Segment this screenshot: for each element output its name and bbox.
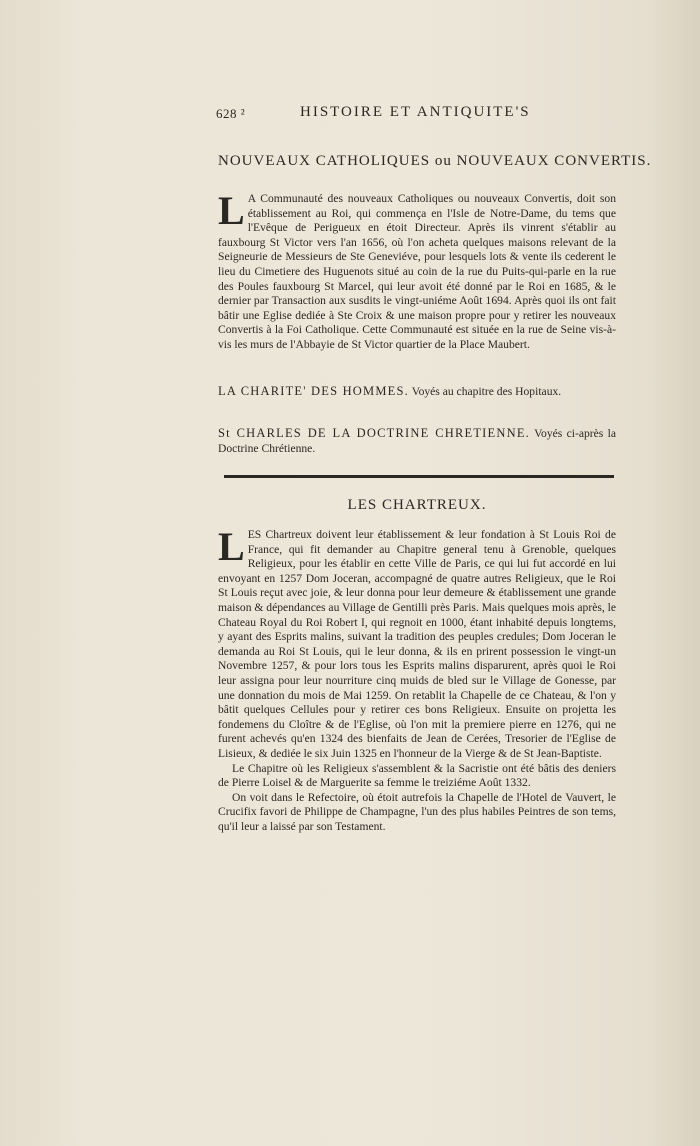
section-chartreux: [218, 497, 616, 834]
entry-text: [218, 384, 616, 400]
separator-rule: [224, 475, 614, 478]
section-paragraph: [218, 524, 617, 762]
section-body: [218, 188, 616, 353]
entry-st-charles: [218, 426, 616, 456]
entry-heading: LA CHARITE' DES HOMMES.: [218, 384, 409, 398]
entry-text: [218, 426, 616, 456]
drop-cap: L: [218, 524, 245, 569]
page-header: [216, 104, 616, 124]
section-title: NOUVEAUX CATHOLIQUES ou NOUVEAUX CONVERTIS.: [218, 153, 652, 169]
section-paragraph: Le Chapitre où les Religieux s'assemblent & la Sacristie ont été bâtis des deniers de Pierre Loisel & de Marguerite sa femme le treiziéme Août 1332.: [218, 761, 616, 790]
section-paragraph: On voit dans le Refectoire, où étoit autrefois la Chapelle de l'Hotel de Vauvert, le Crucifix favori de Philippe de Champagne, l'un des plus habiles Peintres de son tems, qu'il leur a laissé par son Testament.: [218, 790, 616, 833]
section-text: A Communauté des nouveaux Catholiques ou nouveaux Convertis, doit son établissement au Roi, qui commença en l'Isle de Notre-Dame, du tems que l'Evêque de Perigueux en étoit Directeur. Après ils vinrent s'établir au fauxbourg St Victor vers l'an 1656, où l'on acheta quelques maisons relevant de la Seigneurie de Messieurs de Ste Geneviéve, pour lesquels lots & vente ils cederent le lieu du Cimetiere des Huguenots situé au coin de la rue du Puits-qui-parle en la rue des Poules fauxbourg St Marcel, qui leur avoit été donné par le Roi en 1685, & le dernier par Transaction aux susdits le vingt-uniéme Août 1694. Après quoi ils ont fait bâtir une Eglise dediée à Ste Croix & une maison propre pour y retirer les nouveaux Convertis à la Foi Catholique. Cette Communauté est située en la rue de Seine vis-à-vis les murs de l'Abbayie de St Victor quartier de la Place Maubert.: [218, 192, 616, 351]
paragraph-text: ES Chartreux doivent leur établissement & leur fondation à St Louis Roi de France, qui fit demander au Chapitre general tenu à Grenoble, quelques Religieux, pour les établir en cette Ville de Paris, ce qui lui fut accordé en lui envoyant en 1257 Dom Joceran, accompagné de quatre autres Religieux, que le Roi St Louis reçut avec joie, & leur donna pour leur demeure & établissement une grande maison & dépendances au Village de Gentilli près Paris. Mais quelques mois après, le Chateau Royal du Roi Robert I, qui regnoit en 1000, étant inhabité depuis longtems, y ayant des Esprits malins, suivant la tradition des peuples credules; Dom Joceran le demanda au Roi St Louis, qui le leur donna, & ils en prirent possession le vingt-un Novembre 1257, & pour lors tous les Esprits malins disparurent, après quoi le Roi leur assigna pour leur nourriture cinq muids de bled sur le Village de Gonesse, par une donnation du mois de Mai 1259. On retablit la Chapelle de ce Chateau, & l'on y bâtit quelques Cellules pour y retirer ces bons Religieux. Ensuite on projetta les fondemens du Cloître & de l'Eglise, où l'on mit la premiere pierre en 1276, qui ne furent achevés qu'en 1324 des bienfaits de Jean de Cerées, Tresorier de l'Eglise de Lisieux, & dediée le six Juin 1325 en l'honneur de la Vierge & de St Jean-Baptiste.: [218, 528, 617, 760]
entry-reference: Voyés ci-après la Doctrine Chrétienne.: [218, 427, 616, 455]
running-title: HISTOIRE ET ANTIQUITE'S: [300, 104, 531, 120]
entry-charite: [218, 384, 616, 400]
section-title: LES CHARTREUX.: [347, 497, 487, 513]
entry-reference: Voyés au chapitre des Hopitaux.: [411, 385, 562, 398]
section-nouveaux-catholiques: [218, 153, 652, 353]
entry-heading: St CHARLES DE LA DOCTRINE CHRETIENNE.: [218, 426, 530, 440]
drop-cap: L: [218, 188, 245, 233]
page-number: 628 ²: [216, 106, 246, 121]
